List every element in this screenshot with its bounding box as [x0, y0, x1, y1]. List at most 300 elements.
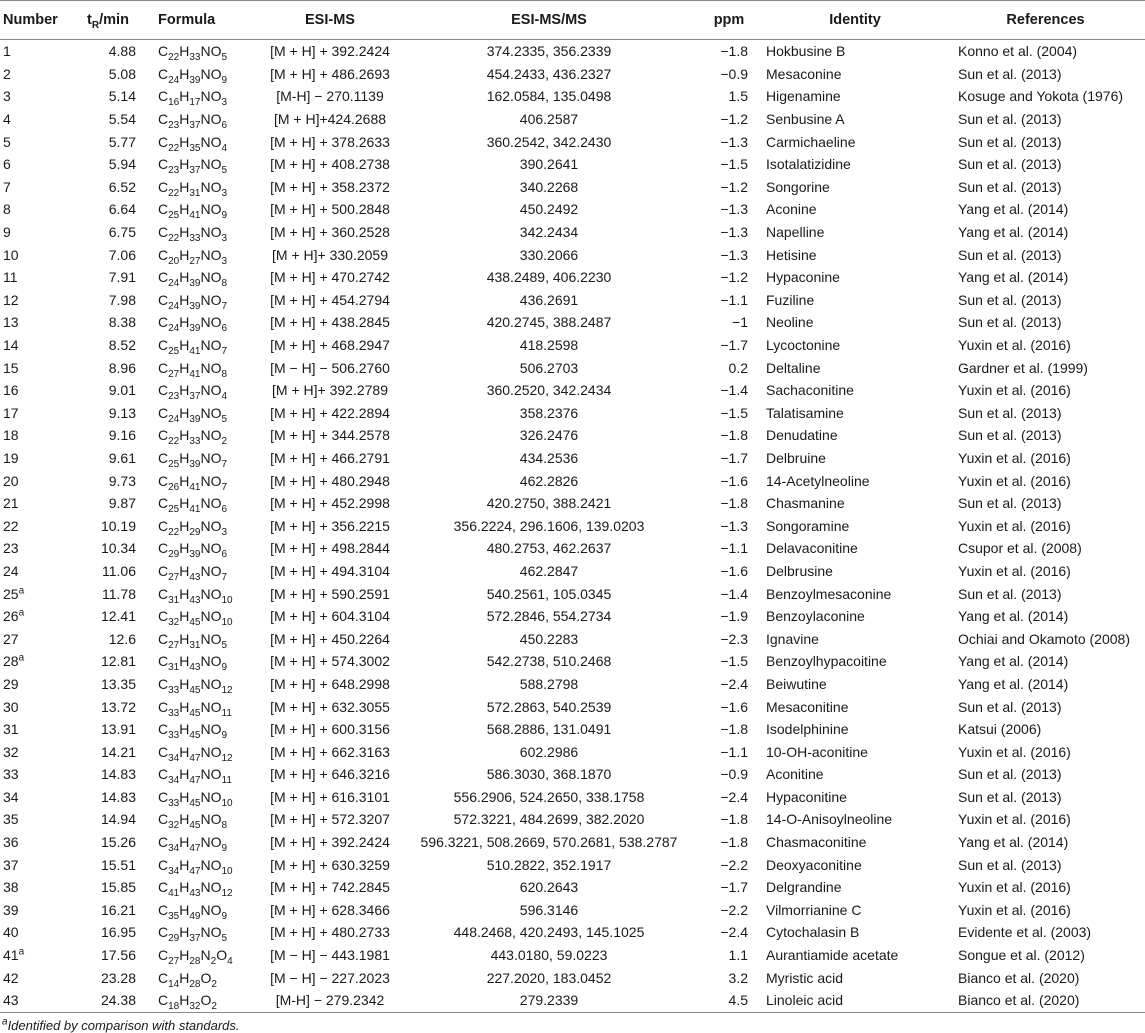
formula-element: C	[158, 201, 169, 218]
cell-ppm: −1.8	[720, 834, 748, 851]
cell-reference: Yuxin et al. (2016)	[958, 517, 1071, 534]
cell-esi-ms-ms: 510.2822, 352.1917	[486, 856, 612, 873]
cell-formula	[148, 605, 256, 628]
cell-retention-time: 23.28	[100, 969, 136, 986]
cell-formula	[148, 424, 256, 447]
formula-count: 3	[221, 526, 228, 538]
number-value: 17	[3, 404, 19, 421]
formula-element: NO	[200, 88, 222, 105]
formula-count: 41	[189, 345, 201, 357]
formula-count: 14	[168, 978, 180, 989]
number-value: 3	[3, 88, 11, 105]
formula-element: C	[158, 811, 169, 828]
formula-element: C	[158, 721, 169, 738]
table-row	[0, 718, 1145, 741]
cell-identity: Hetisine	[766, 246, 817, 263]
cell-esi-ms-ms: 588.2798	[519, 675, 579, 692]
cell-reference: Sun et al. (2013)	[958, 111, 1062, 128]
cell-formula	[148, 944, 256, 967]
cell-identity: Carmichaeline	[766, 133, 856, 150]
cell-number	[0, 379, 68, 402]
formula-element: H	[179, 517, 190, 534]
formula-count: 20	[168, 255, 180, 266]
cell-retention-time: 11.06	[102, 562, 136, 579]
cell-formula	[148, 514, 256, 537]
cell-ppm: −1.3	[720, 224, 748, 241]
formula-count: 5	[221, 639, 228, 651]
cell-identity: Benzoylhypacoitine	[766, 653, 887, 670]
formula-count: 45	[189, 797, 201, 809]
formula-element: H	[179, 133, 190, 150]
formula-element: H	[179, 156, 190, 173]
formula-count: 6	[221, 323, 228, 334]
cell-number	[0, 334, 68, 357]
formula-element: O	[200, 969, 212, 986]
number-value: 36	[3, 834, 19, 851]
formula-element: H	[179, 427, 190, 444]
cell-retention-time: 5.14	[108, 88, 136, 105]
formula-count: 33	[189, 232, 201, 244]
footnote-text: Identified by comparison with standards.	[7, 1017, 240, 1033]
formula-count: 7	[221, 300, 228, 312]
cell-ppm: −1.1	[720, 743, 748, 760]
formula-element: C	[158, 630, 169, 647]
number-value: 31	[3, 721, 19, 738]
cell-identity: Neoline	[766, 314, 814, 331]
formula-count: 32	[168, 820, 180, 831]
formula-element: NO	[200, 630, 222, 647]
header-tr-base: t	[87, 12, 92, 28]
header-tr-sub: R	[91, 19, 100, 31]
formula-count: 29	[168, 549, 180, 560]
formula-element: C	[158, 88, 169, 105]
cell-formula	[148, 243, 256, 266]
formula-element: NO	[200, 382, 222, 399]
table-row	[0, 650, 1145, 673]
table-row	[0, 740, 1145, 763]
formula-count: 2	[211, 1001, 217, 1013]
cell-esi-ms-ms: 596.3221, 508.2669, 570.2681, 538.2787	[420, 834, 678, 851]
cell-ppm: 0.2	[728, 359, 748, 376]
formula-count: 11	[221, 775, 232, 786]
cell-esi-ms: [M + H] + 648.2998	[270, 675, 390, 692]
cell-ppm: −1.8	[720, 43, 748, 60]
formula-element: H	[179, 562, 190, 579]
cell-number	[0, 153, 68, 176]
cell-reference: Sun et al. (2013)	[958, 404, 1062, 421]
number-value: 13	[3, 314, 19, 331]
cell-number	[0, 853, 68, 876]
cell-esi-ms: [M − H] − 227.2023	[270, 969, 390, 986]
formula-element: H	[179, 246, 190, 263]
cell-identity: Chasmaconitine	[766, 834, 867, 851]
cell-formula	[148, 85, 256, 108]
cell-identity: Hokbusine B	[766, 43, 846, 60]
cell-formula	[148, 740, 256, 763]
formula-element: NO	[200, 856, 222, 873]
cell-number	[0, 718, 68, 741]
cell-esi-ms-ms: 462.2847	[519, 562, 579, 579]
formula-count: 24	[168, 300, 180, 312]
formula-element: NO	[200, 65, 222, 82]
cell-esi-ms: [M + H] + 494.3104	[270, 562, 390, 579]
cell-formula	[148, 673, 256, 696]
number-value: 32	[3, 743, 19, 760]
formula-count: 10	[221, 616, 233, 628]
cell-esi-ms-ms: 542.2738, 510.2468	[486, 653, 612, 670]
cell-formula	[148, 718, 256, 741]
table-row	[0, 424, 1145, 447]
cell-reference: Yang et al. (2014)	[958, 675, 1069, 692]
cell-esi-ms: [M + H] + 452.2998	[270, 495, 390, 512]
formula-count: 8	[221, 820, 228, 831]
cell-identity: Fuziline	[766, 291, 815, 308]
cell-formula	[148, 334, 256, 357]
cell-reference: Konno et al. (2004)	[958, 43, 1078, 60]
cell-esi-ms-ms: 279.2339	[404, 989, 694, 1012]
cell-formula	[148, 63, 256, 86]
formula-count: 4	[227, 955, 233, 967]
number-value: 23	[3, 540, 19, 557]
cell-retention-time: 9.61	[108, 449, 136, 466]
table-row	[0, 876, 1145, 899]
cell-esi-ms: [M + H] + 454.2794	[270, 291, 390, 308]
cell-esi-ms: [M + H] + 392.2424	[270, 43, 390, 60]
table-row	[0, 176, 1145, 199]
cell-formula	[148, 899, 256, 922]
cell-identity: 10-OH-aconitine	[766, 743, 868, 760]
formula-element: NO	[200, 562, 222, 579]
cell-ppm: −1.3	[720, 517, 748, 534]
cell-number	[0, 763, 68, 786]
header-esi-ms: ESI-MS	[256, 1, 404, 40]
cell-identity: Benzoylaconine	[766, 608, 865, 625]
formula-count: 2	[221, 436, 228, 447]
cell-ppm: −1.6	[720, 562, 748, 579]
formula-element: C	[158, 969, 169, 986]
cell-identity: Delbrusine	[766, 562, 833, 579]
formula-count: 5	[221, 52, 228, 63]
cell-esi-ms-ms: 420.2745, 388.2487	[486, 314, 612, 331]
formula-element: NO	[200, 111, 222, 128]
cell-esi-ms-ms: 506.2703	[519, 359, 579, 376]
table-row	[0, 266, 1145, 289]
cell-identity: Lycoctonine	[766, 337, 841, 354]
formula-count: 24	[168, 323, 180, 334]
formula-element: C	[158, 608, 169, 625]
cell-reference: Ochiai and Okamoto (2008)	[958, 630, 1130, 647]
formula-count: 5	[221, 933, 228, 944]
formula-count: 41	[189, 503, 201, 515]
formula-element: NO	[200, 291, 222, 308]
cell-reference: Yuxin et al. (2016)	[958, 811, 1071, 828]
formula-element: H	[179, 879, 190, 896]
number-value: 39	[3, 901, 19, 918]
cell-esi-ms: [M + H] + 422.2894	[270, 404, 390, 421]
cell-esi-ms: [M − H] − 506.2760	[270, 359, 390, 376]
cell-reference: Sun et al. (2013)	[958, 65, 1062, 82]
cell-ppm: −1.6	[720, 472, 748, 489]
formula-count: 32	[168, 616, 180, 628]
cell-identity: Deltaline	[766, 359, 821, 376]
formula-count: 9	[221, 74, 228, 86]
cell-formula	[148, 311, 256, 334]
cell-retention-time: 8.96	[108, 359, 136, 376]
number-value: 26	[3, 608, 19, 625]
formula-count: 7	[221, 481, 228, 492]
formula-count: 16	[168, 97, 180, 108]
cell-retention-time: 12.81	[100, 653, 136, 670]
number-value: 25	[3, 585, 19, 602]
formula-count: 39	[189, 278, 201, 289]
formula-count: 24	[168, 278, 180, 289]
cell-reference: Sun et al. (2013)	[958, 856, 1062, 873]
cell-number	[0, 221, 68, 244]
cell-esi-ms: [M + H] + 450.2264	[270, 630, 390, 647]
formula-element: C	[158, 359, 169, 376]
cell-esi-ms-ms: 326.2476	[519, 427, 579, 444]
header-esi-ms-ms: ESI-MS/MS	[404, 1, 694, 40]
formula-element: NO	[200, 201, 222, 218]
cell-esi-ms: [M + H] + 600.3156	[270, 721, 390, 738]
formula-element: C	[158, 901, 169, 918]
formula-element: H	[179, 811, 190, 828]
formula-element: C	[158, 472, 169, 489]
formula-count: 37	[189, 933, 201, 944]
cell-esi-ms: [M − H] − 443.1981	[270, 947, 390, 964]
number-value: 35	[3, 811, 19, 828]
cell-number	[0, 944, 68, 967]
cell-esi-ms: [M-H] − 279.2342	[256, 989, 404, 1012]
formula-element: H	[179, 201, 190, 218]
cell-reference: Sun et al. (2013)	[958, 314, 1062, 331]
formula-element: C	[158, 449, 169, 466]
cell-retention-time: 14.21	[100, 743, 136, 760]
formula-count: 31	[189, 639, 201, 651]
formula-element: C	[158, 788, 169, 805]
number-value: 16	[3, 382, 19, 399]
formula-element: C	[158, 269, 169, 286]
formula-element: H	[179, 834, 190, 851]
cell-esi-ms: [M + H] + 604.3104	[270, 608, 390, 625]
formula-count: 39	[189, 413, 201, 425]
cell-identity: Delavaconitine	[766, 540, 858, 557]
cell-reference: Yuxin et al. (2016)	[958, 337, 1071, 354]
cell-esi-ms-ms: 572.2846, 554.2734	[486, 608, 612, 625]
cell-ppm: −1.2	[720, 111, 748, 128]
cell-number	[0, 786, 68, 809]
cell-number	[0, 424, 68, 447]
formula-count: 31	[168, 662, 180, 673]
formula-element: NO	[200, 698, 222, 715]
formula-element: C	[158, 382, 169, 399]
formula-count: 27	[168, 368, 180, 379]
table-row	[0, 695, 1145, 718]
cell-formula	[148, 289, 256, 312]
formula-element: H	[179, 743, 190, 760]
table-row	[0, 379, 1145, 402]
formula-count: 10	[221, 865, 233, 876]
formula-count: 35	[168, 910, 180, 922]
formula-element: C	[158, 495, 169, 512]
cell-number	[0, 469, 68, 492]
formula-count: 39	[189, 549, 201, 560]
cell-esi-ms: [M + H] + 616.3101	[270, 788, 390, 805]
number-value: 43	[3, 992, 19, 1009]
table-row	[0, 130, 1145, 153]
formula-element: C	[158, 404, 169, 421]
cell-identity: Aconine	[766, 201, 817, 218]
cell-esi-ms-ms: 342.2434	[519, 224, 579, 241]
cell-esi-ms-ms: 358.2376	[519, 404, 579, 421]
number-value: 12	[3, 291, 19, 308]
table-row	[0, 243, 1145, 266]
cell-identity: Hypaconine	[766, 269, 840, 286]
cell-ppm: −1.1	[720, 540, 748, 557]
header-tr-tail: /min	[99, 12, 129, 28]
cell-formula	[148, 763, 256, 786]
formula-element: NO	[200, 43, 222, 60]
formula-count: 25	[168, 210, 180, 221]
table-row	[0, 921, 1145, 944]
formula-element: H	[179, 608, 190, 625]
number-value: 27	[3, 630, 19, 647]
formula-count: 12	[221, 752, 233, 763]
cell-esi-ms: [M-H] − 270.1139	[276, 88, 384, 105]
cell-esi-ms-ms: 572.3221, 484.2699, 382.2020	[453, 811, 645, 828]
cell-formula	[148, 176, 256, 199]
formula-element: C	[158, 314, 169, 331]
formula-element: H	[179, 65, 190, 82]
formula-count: 2	[210, 955, 217, 967]
table-row	[0, 537, 1145, 560]
formula-count: 39	[189, 458, 201, 470]
number-value: 4	[3, 111, 11, 128]
header-retention-time	[68, 1, 148, 40]
cell-esi-ms-ms: 572.2863, 540.2539	[486, 698, 612, 715]
cell-identity: Aconitine	[766, 766, 824, 783]
formula-count: 7	[221, 458, 228, 470]
formula-count: 47	[189, 842, 201, 854]
cell-identity: Myristic acid	[766, 969, 844, 986]
cell-number	[0, 402, 68, 425]
formula-count: 45	[189, 616, 201, 628]
cell-identity: 14-Acetylneoline	[766, 472, 870, 489]
formula-count: 28	[189, 978, 201, 989]
formula-count: 9	[221, 910, 228, 922]
cell-number	[0, 108, 68, 131]
cell-reference: Sun et al. (2013)	[958, 495, 1062, 512]
formula-count: 45	[189, 820, 201, 831]
formula-element: NO	[200, 834, 222, 851]
table-row	[0, 356, 1145, 379]
number-value: 24	[3, 562, 19, 579]
cell-reference: Yuxin et al. (2016)	[958, 472, 1071, 489]
cell-ppm: 3.2	[728, 969, 748, 986]
formula-count: 3	[221, 232, 228, 244]
formula-count: 23	[168, 165, 180, 176]
formula-element: C	[158, 337, 169, 354]
formula-element: NO	[200, 449, 222, 466]
cell-identity: Delbruine	[766, 449, 826, 466]
cell-formula	[148, 989, 256, 1012]
cell-identity: Aurantiamide acetate	[766, 947, 899, 964]
cell-ppm: −2.2	[720, 856, 748, 873]
cell-number	[0, 627, 68, 650]
table-row	[0, 85, 1145, 108]
cell-formula	[148, 560, 256, 583]
formula-count: 43	[189, 571, 201, 583]
formula-element: NO	[200, 427, 222, 444]
table-row	[0, 63, 1145, 86]
cell-number	[0, 130, 68, 153]
cell-reference: Yuxin et al. (2016)	[958, 879, 1071, 896]
number-value: 11	[3, 269, 18, 286]
cell-esi-ms-ms: 330.2066	[519, 246, 579, 263]
formula-element: H	[179, 337, 190, 354]
table-row	[0, 831, 1145, 854]
number-value: 10	[3, 246, 19, 263]
formula-count: 33	[168, 729, 180, 741]
number-value: 15	[3, 359, 19, 376]
formula-count: 45	[189, 729, 201, 741]
cell-reference: Sun et al. (2013)	[958, 788, 1062, 805]
cell-number	[0, 243, 68, 266]
cell-esi-ms-ms: 162.0584, 135.0498	[486, 88, 612, 105]
cell-identity: Talatisamine	[766, 404, 844, 421]
formula-element: H	[179, 88, 190, 105]
formula-count: 37	[189, 165, 201, 176]
cell-reference: Songue et al. (2012)	[958, 947, 1085, 964]
cell-identity: Songoramine	[766, 517, 850, 534]
cell-identity: Ignavine	[766, 630, 819, 647]
formula-count: 33	[168, 797, 180, 809]
cell-retention-time: 10.34	[100, 540, 136, 557]
cell-ppm: −1.8	[720, 811, 748, 828]
formula-element: C	[158, 947, 169, 964]
cell-retention-time: 12.6	[108, 630, 136, 647]
cell-esi-ms-ms: 450.2492	[519, 201, 579, 218]
cell-esi-ms-ms: 540.2561, 105.0345	[486, 585, 612, 602]
cell-retention-time: 8.52	[108, 337, 136, 354]
cell-ppm: −2.2	[720, 901, 748, 918]
formula-count: 7	[221, 571, 228, 583]
cell-esi-ms-ms: 420.2750, 388.2421	[486, 495, 612, 512]
cell-reference: Yang et al. (2014)	[958, 224, 1069, 241]
standard-mark: a	[18, 652, 25, 664]
cell-ppm: −0.9	[720, 65, 748, 82]
formula-element: NO	[200, 924, 222, 941]
cell-formula	[148, 266, 256, 289]
formula-element: C	[158, 585, 169, 602]
formula-count: 9	[221, 729, 228, 741]
cell-number	[0, 740, 68, 763]
table-row	[0, 944, 1145, 967]
number-value: 7	[3, 178, 11, 195]
formula-element: NO	[200, 517, 222, 534]
table-row	[0, 627, 1145, 650]
cell-esi-ms: [M + H] + 480.2948	[270, 472, 390, 489]
formula-element: H	[179, 969, 190, 986]
formula-count: 12	[221, 684, 233, 696]
cell-reference: Sun et al. (2013)	[958, 698, 1062, 715]
formula-element: H	[179, 856, 190, 873]
cell-identity: Chasmanine	[766, 495, 845, 512]
number-value: 28	[3, 653, 19, 670]
cell-esi-ms-ms: 450.2283	[519, 630, 579, 647]
number-value: 40	[3, 924, 19, 941]
cell-formula	[148, 108, 256, 131]
